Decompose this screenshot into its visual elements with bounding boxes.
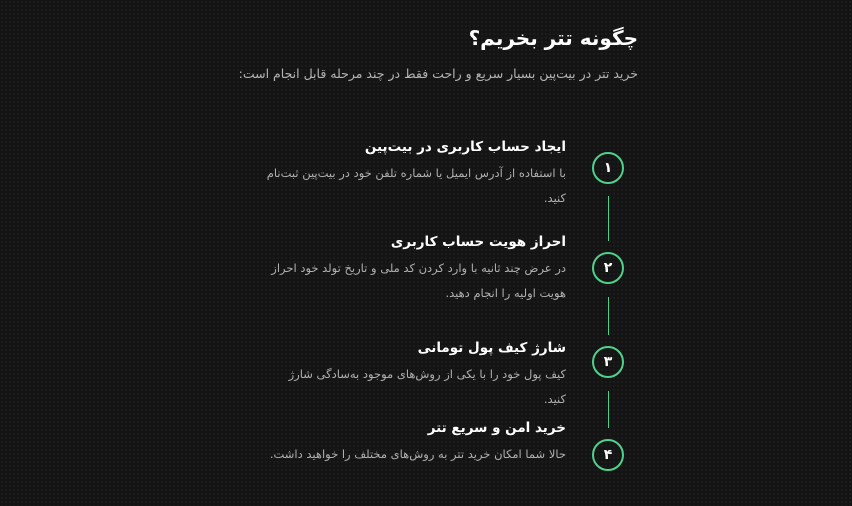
step-number-2-label: ۲ <box>603 260 613 276</box>
step-number-1-label: ۱ <box>603 160 613 176</box>
step-3-description: کیف پول خود را با یکی از روش‌های موجود به‌سادگی شارژ کنید. <box>288 367 566 406</box>
step-2-title: احراز هویت حساب کاربری <box>390 234 566 250</box>
step-number-3 <box>592 346 624 378</box>
step-2 <box>266 234 566 306</box>
section-subtitle: خرید تتر در بیت‌پین بسیار سریع و راحت فقط در چند مرحله قابل انجام است: <box>238 66 638 81</box>
step-4-title: خرید امن و سریع تتر <box>427 420 566 436</box>
step-4-description: حالا شما امکان خرید تتر به روش‌های مختلف را خواهید داشت. <box>269 447 566 461</box>
step-1-title: ایجاد حساب کاربری در بیت‌پین <box>364 139 566 155</box>
step-1-description: با استفاده از آدرس ایمیل یا شماره تلفن خود در بیت‌پین ثبت‌نام کنید. <box>266 166 566 205</box>
step-number-3-label: ۳ <box>603 354 613 370</box>
step-4 <box>266 420 566 467</box>
section-title: چگونه تتر بخریم؟ <box>468 26 638 50</box>
step-3 <box>266 340 566 412</box>
step-3-title: شارژ کیف پول تومانی <box>417 340 566 356</box>
step-connector-line-2 <box>608 297 610 335</box>
step-number-4 <box>592 439 624 471</box>
step-connector-line-3 <box>608 391 610 428</box>
step-number-2 <box>592 252 624 284</box>
step-number-1 <box>592 152 624 184</box>
step-number-4-label: ۴ <box>603 447 613 463</box>
step-2-description: در عرض چند ثانیه با وارد کردن کد ملی و تاریخ تولد خود احراز هویت اولیه را انجام دهید. <box>271 261 566 300</box>
step-1 <box>266 139 566 211</box>
step-connector-line-1 <box>608 196 610 241</box>
